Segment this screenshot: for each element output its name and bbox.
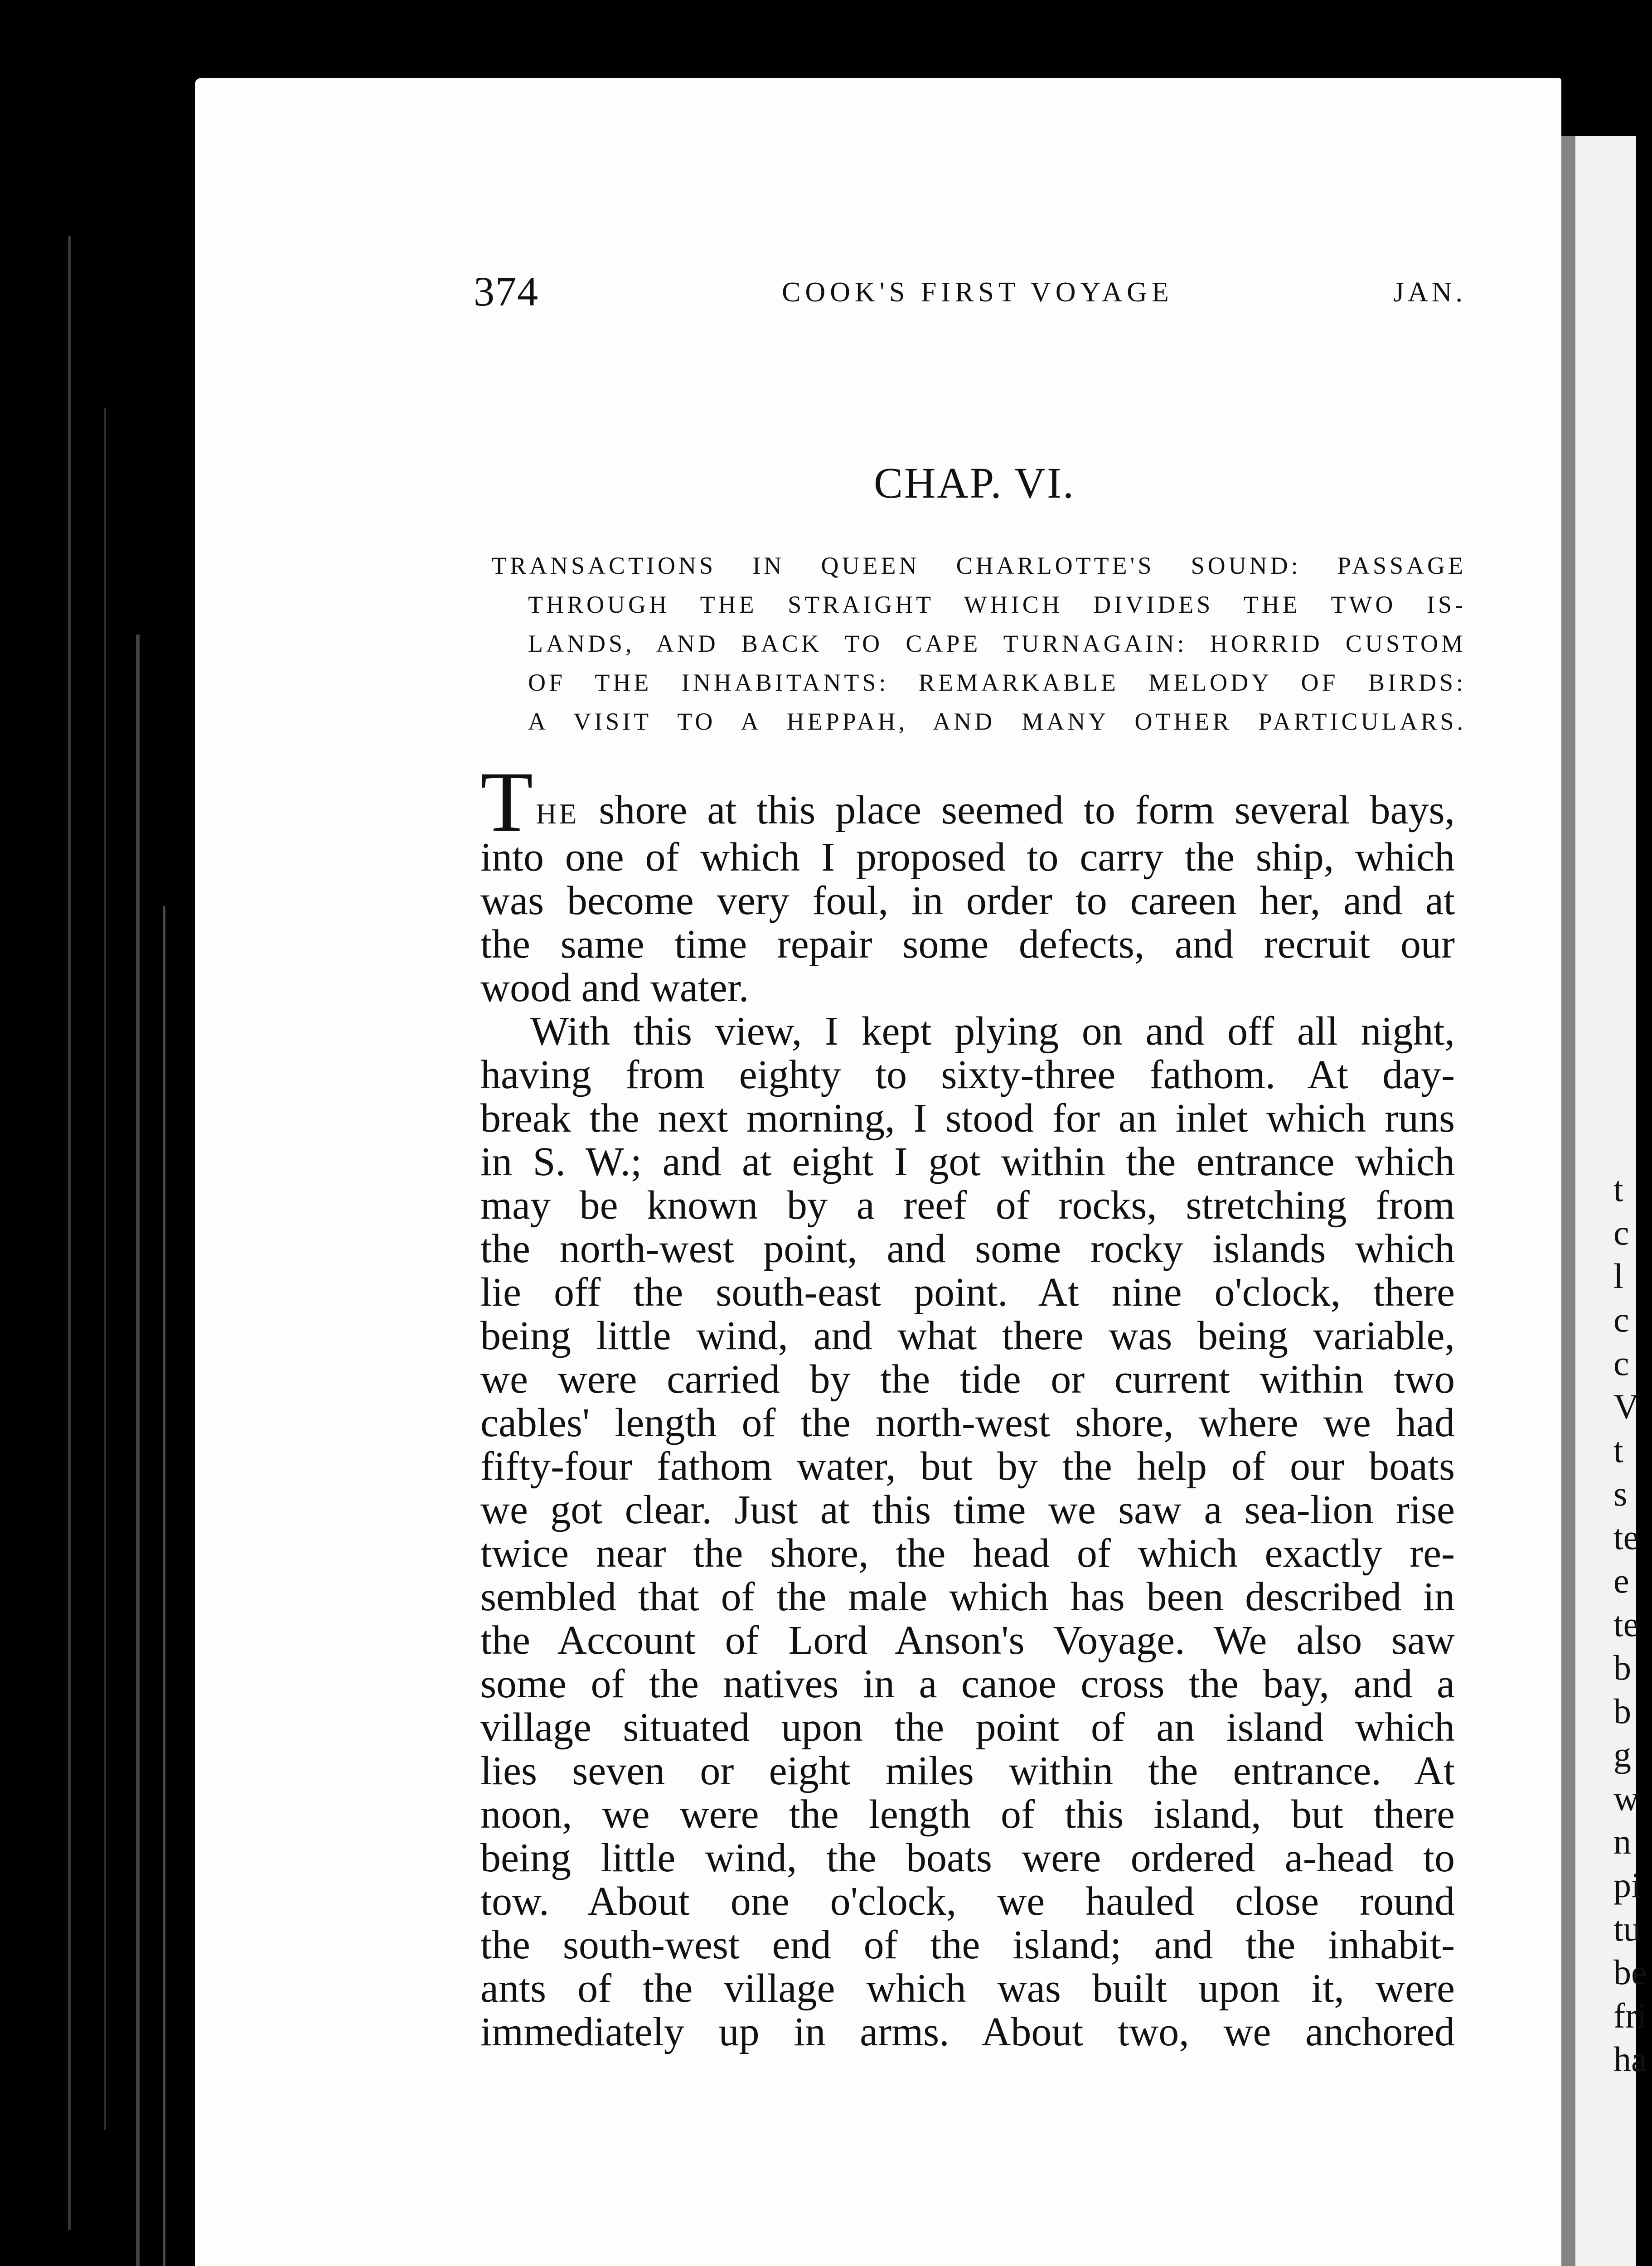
text-line: immediately up in arms. About two, we anchored bbox=[480, 2009, 1455, 2054]
first-word-small-caps: HE bbox=[536, 798, 579, 830]
summary-line: TRANSACTIONS IN QUEEN CHARLOTTE'S SOUND: PASSAGE bbox=[492, 552, 1466, 579]
text-line: village situated upon the point of an island which bbox=[480, 1705, 1455, 1750]
summary-line: THROUGH THE STRAIGHT WHICH DIVIDES THE TWO IS- bbox=[528, 591, 1466, 618]
text-line: the same time repair some defects, and recruit our bbox=[480, 922, 1455, 967]
running-title: COOK'S FIRST VOYAGE bbox=[782, 277, 1173, 308]
facing-page-fragment: pi bbox=[1613, 1865, 1641, 1905]
text-line: some of the natives in a canoe cross the bay, and a bbox=[480, 1661, 1455, 1706]
chapter-title: CHAP. VI. bbox=[874, 459, 1075, 507]
text-line: being little wind, the boats were ordered a-head to bbox=[480, 1835, 1455, 1880]
text-line: ants of the village which was built upon it, were bbox=[480, 1966, 1455, 2011]
text-line: having from eighty to sixty-three fathom. At day- bbox=[480, 1052, 1455, 1097]
chapter-summary bbox=[492, 546, 1466, 741]
text-line: was become very foul, in order to careen her, and at bbox=[480, 878, 1455, 923]
facing-page-fragment: be bbox=[1613, 1952, 1647, 1992]
facing-page-fragment: l bbox=[1613, 1256, 1623, 1296]
facing-page-fragment: e bbox=[1613, 1561, 1629, 1600]
summary-line: OF THE INHABITANTS: REMARKABLE MELODY OF BIRDS: bbox=[528, 669, 1466, 696]
text-line: the north-west point, and some rocky islands which bbox=[480, 1226, 1455, 1271]
facing-page-fragment: te bbox=[1613, 1604, 1639, 1644]
text-line: we were carried by the tide or current within two bbox=[480, 1357, 1455, 1402]
page-number: 374 bbox=[474, 268, 539, 315]
text-line: tow. About one o'clock, we hauled close round bbox=[480, 1879, 1455, 1924]
facing-page-fragment: s bbox=[1613, 1474, 1628, 1513]
facing-page-fragment: fri bbox=[1613, 1996, 1647, 2035]
facing-page-fragment: c bbox=[1613, 1300, 1629, 1339]
running-header bbox=[474, 267, 1466, 322]
facing-page-fragment: c bbox=[1613, 1213, 1629, 1252]
facing-page-fragment: ha bbox=[1613, 2039, 1647, 2079]
text-line: we got clear. Just at this time we saw a sea-lion rise bbox=[480, 1487, 1455, 1532]
text-line: being little wind, and what there was being variable, bbox=[480, 1313, 1455, 1358]
facing-page-fragment: c bbox=[1613, 1343, 1629, 1383]
summary-line: LANDS, AND BACK TO CAPE TURNAGAIN: HORRID CUSTOM bbox=[528, 630, 1466, 657]
text-line: wood and water. bbox=[480, 965, 749, 1010]
facing-page-fragment: t bbox=[1613, 1430, 1623, 1470]
text-line: fifty-four fathom water, but by the help of our boats bbox=[480, 1444, 1455, 1489]
facing-page-fragment: b bbox=[1613, 1691, 1631, 1731]
text-line: lie off the south-east point. At nine o'clock, there bbox=[480, 1270, 1455, 1315]
body-text bbox=[480, 755, 1455, 2054]
facing-page-fragment: tu bbox=[1613, 1909, 1641, 1948]
text-line: sembled that of the male which has been described in bbox=[480, 1574, 1455, 1619]
text-line: may be known by a reef of rocks, stretching from bbox=[480, 1183, 1455, 1228]
facing-page-fragment: t bbox=[1613, 1169, 1623, 1209]
text-line: the Account of Lord Anson's Voyage. We also saw bbox=[480, 1618, 1455, 1663]
text-line: With this view, I kept plying on and off all night, bbox=[530, 1009, 1455, 1054]
facing-page-fragment: n bbox=[1613, 1822, 1631, 1861]
summary-line: A VISIT TO A HEPPAH, AND MANY OTHER PARTICULARS. bbox=[528, 708, 1466, 735]
text-line: the south-west end of the island; and the inhabit- bbox=[480, 1922, 1455, 1967]
text-line: cables' length of the north-west shore, where we had bbox=[480, 1400, 1455, 1445]
text-line: into one of which I proposed to carry the ship, which bbox=[480, 835, 1455, 880]
text-line: twice near the shore, the head of which exactly re- bbox=[480, 1531, 1455, 1576]
facing-page-fragment: V bbox=[1613, 1387, 1639, 1426]
text-line: lies seven or eight miles within the entrance. At bbox=[480, 1748, 1455, 1793]
facing-page-fragment: w bbox=[1613, 1778, 1639, 1818]
header-month: JAN. bbox=[1393, 277, 1466, 308]
facing-page-fragment: b bbox=[1613, 1648, 1631, 1687]
facing-page-fragment: te bbox=[1613, 1517, 1639, 1557]
text-line: THE shore at this place seemed to form several bays, bbox=[480, 755, 1455, 850]
text-line: break the next morning, I stood for an inlet which runs bbox=[480, 1096, 1455, 1141]
text-line: in S. W.; and at eight I got within the entrance which bbox=[480, 1139, 1455, 1184]
drop-cap: T bbox=[480, 755, 533, 850]
text-line: noon, we were the length of this island, but there bbox=[480, 1792, 1455, 1837]
facing-page-fragment: g bbox=[1613, 1735, 1631, 1774]
